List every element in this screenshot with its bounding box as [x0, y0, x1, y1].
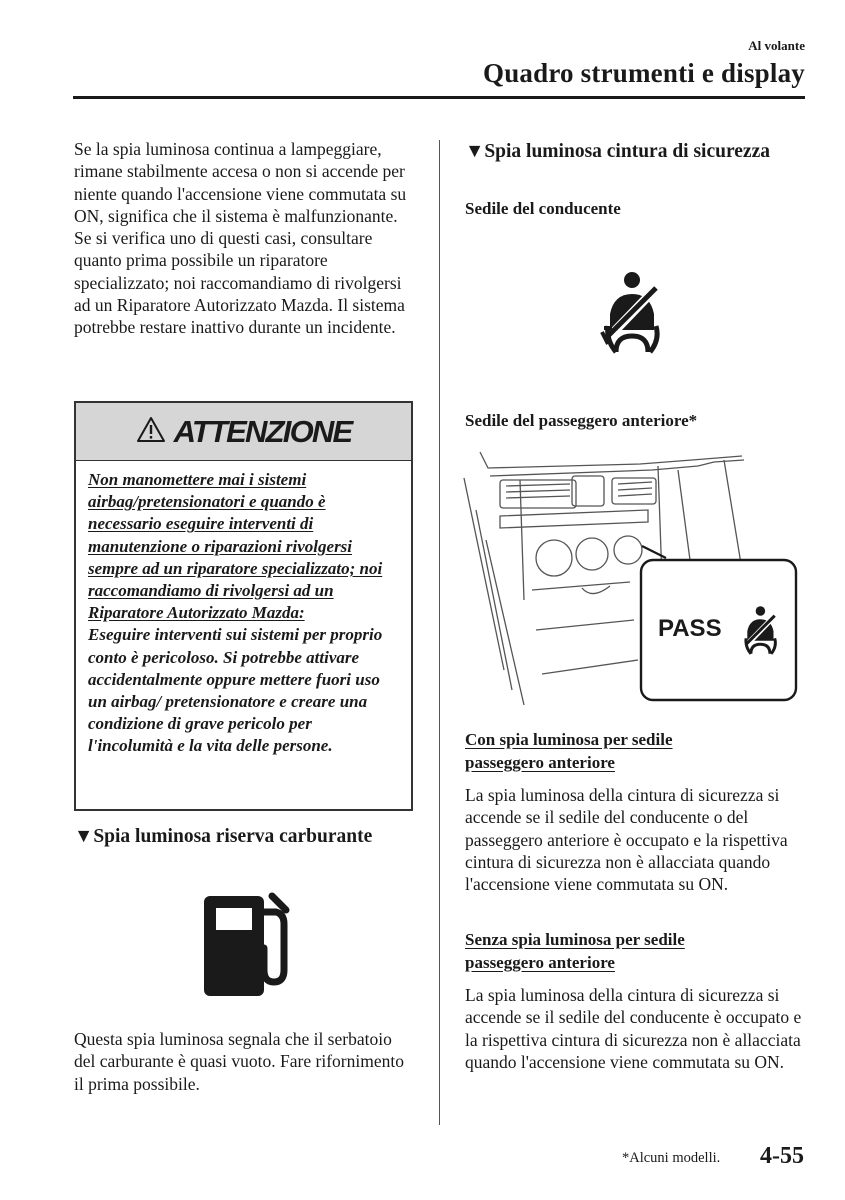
seatbelt-icon: [598, 270, 668, 359]
without-passenger-light-heading: Senza spia luminosa per sedile passeggero anteriore: [465, 930, 685, 972]
passenger-seat-label: Sedile del passeggero anteriore*: [465, 411, 698, 430]
driver-seat-label: Sedile del conducente: [465, 199, 621, 218]
seatbelt-heading: ▼Spia luminosa cintura di sicurezza: [465, 141, 770, 162]
pass-indicator-label: PASS: [658, 615, 722, 642]
title-rule: [73, 96, 805, 99]
warning-title: ATTENZIONE: [173, 413, 352, 449]
page-title: Quadro strumenti e display: [483, 58, 805, 88]
triangle-bullet-icon: ▼: [465, 141, 485, 162]
warning-body: [76, 461, 411, 758]
with-passenger-light-heading: Con spia luminosa per sedile passeggero anteriore: [465, 730, 673, 772]
section-tag: Al volante: [748, 38, 805, 53]
dashboard-illustration: [462, 450, 802, 710]
column-divider: [439, 140, 440, 1125]
warning-text: Eseguire interventi sui sistemi per proprio conto è pericoloso. Si potrebbe attivare accidentalmente oppure mettere fuori uso un airbag/ pretensionatore e creare una condizione di grave pericolo per l'incolumità e la vita delle persone.: [88, 625, 383, 756]
with-passenger-light-text: La spia luminosa della cintura di sicurezza si accende se il sedile del conducente o del passeggero anteriore è occupato e la rispettiva cintura di sicurezza non è allacciata quando l'accensione viene commutata su ON.: [465, 785, 788, 895]
warning-underlined-text: Non manomettere mai i sistemi airbag/pretensionatori e quando è necessario eseguire interventi di manutenzione o riparazioni rivolgersi sempre ad un riparatore specializzato; noi raccomandiamo di rivolgersi ad un Riparatore Autorizzato Mazda:: [88, 470, 383, 623]
fuel-text: Questa spia luminosa segnala che il serbatoio del carburante è quasi vuoto. Fare rifornimento il prima possibile.: [74, 1029, 404, 1094]
intro-paragraph: Se la spia luminosa continua a lampeggiare, rimane stabilmente accesa o non si accende per niente quando l'accensione viene commutata su ON, significa che il sistema è malfunzionante. Se si verifica uno di questi casi, consultare quanto prima possibile un riparatore specializzato; noi raccomandiamo di rivolgersi ad un Riparatore Autorizzato Mazda. Il sistema potrebbe restare inattivo durante un incidente.: [74, 139, 407, 338]
warning-header: [76, 403, 411, 461]
page-number: 4-55: [760, 1143, 804, 1169]
triangle-bullet-icon: ▼: [74, 826, 94, 847]
fuel-heading: ▼Spia luminosa riserva carburante: [74, 826, 373, 847]
seatbelt-icon: [740, 605, 782, 660]
fuel-pump-icon: [198, 888, 294, 1005]
warning-box: [74, 401, 413, 811]
footnote: *Alcuni modelli.: [622, 1150, 721, 1166]
without-passenger-light-text: La spia luminosa della cintura di sicurezza si accende se il sedile del conducente è occupato e la rispettiva cintura di sicurezza non è allacciata quando l'accensione viene commutata su ON.: [465, 985, 802, 1072]
warning-triangle-icon: [136, 416, 166, 448]
